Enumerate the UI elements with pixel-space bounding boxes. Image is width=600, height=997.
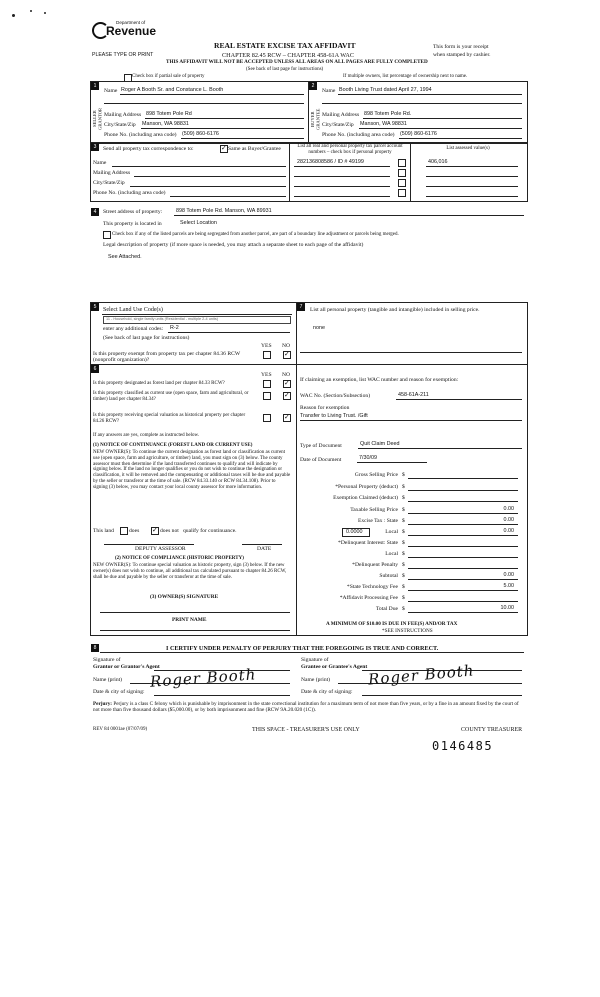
delinquent-interest-state-label: *Delinquent Interest: State xyxy=(338,540,398,546)
current-use-yes-checkbox[interactable] xyxy=(263,392,271,400)
same-as-buyer-checkbox[interactable] xyxy=(220,145,228,153)
reason-value[interactable]: Transfer to Living Trust. /Gift xyxy=(300,413,368,419)
seller-city-label: City/State/Zip xyxy=(104,122,136,128)
subtotal-value[interactable]: 0.00 xyxy=(503,572,514,578)
county-treasurer-label: COUNTY TREASURER xyxy=(461,727,523,733)
buyer-city-label: City/State/Zip xyxy=(322,122,354,128)
legal-description-label: Legal description of property (if more space is needed, you may attach a separate sheet to each page of the affidavit) xyxy=(103,242,364,248)
perjury-note xyxy=(93,702,523,714)
assessed-value[interactable]: 406,016 xyxy=(428,159,448,165)
historic-question: Is this property receiving special valuation as historical property per chapter 84.26 RCW? xyxy=(93,413,246,424)
perjury-label: Perjury: xyxy=(93,701,113,707)
section-number-2: 2 xyxy=(309,82,317,90)
land-does-label: does xyxy=(129,528,140,534)
current-use-question: Is this property classified as current use (open space, farm and agricultural, or timber) land per chapter 84.34? xyxy=(93,391,249,402)
dollar-sign: $ xyxy=(402,584,405,590)
grantee-agent-label: Grantee or Grantee's Agent xyxy=(301,664,368,670)
corr-city-label: City/State/Zip xyxy=(93,180,125,186)
date-document-value[interactable]: 7/30/09 xyxy=(359,455,377,461)
grantor-signature[interactable]: Roger Booth xyxy=(149,665,257,691)
technology-fee-value[interactable]: 5.00 xyxy=(503,583,514,589)
form-chapter: CHAPTER 82.45 RCW – CHAPTER 458-61A WAC xyxy=(222,52,354,59)
exempt-no-checkbox[interactable] xyxy=(283,351,291,359)
forest-no-checkbox[interactable] xyxy=(283,380,291,388)
grantee-name-print-label: Name (print) xyxy=(301,677,331,683)
minimum-due-note: A MINIMUM OF $10.00 IS DUE IN FEE(S) AND/OR TAX xyxy=(326,621,458,627)
excise-local-value[interactable]: 0.00 xyxy=(503,528,514,534)
buyer-name-value[interactable]: Booth Living Trust dated April 27, 1994 xyxy=(339,87,432,93)
yes-header-1: YES xyxy=(261,343,272,349)
wac-value[interactable]: 458-61A-211 xyxy=(398,392,429,398)
owner-signature-label: (3) OWNER(S) SIGNATURE xyxy=(150,594,219,600)
gross-price-label: Gross Selling Price xyxy=(354,472,398,478)
grantee-date-city-label: Date & city of signing: xyxy=(301,689,353,695)
please-type: PLEASE TYPE OR PRINT xyxy=(92,52,154,58)
exempt-yes-checkbox[interactable] xyxy=(263,351,271,359)
send-correspondence-label: Send all property tax correspondence to: xyxy=(103,146,194,152)
dollar-sign: $ xyxy=(402,606,405,612)
buyer-phone-label: Phone No. (including area code) xyxy=(322,132,395,138)
technology-fee-label: *State Technology Fee xyxy=(346,584,398,590)
seller-name-value[interactable]: Roger A Booth Sr. and Constance L. Booth xyxy=(121,87,224,93)
seller-phone-label: Phone No. (including area code) xyxy=(104,132,177,138)
revision-number: REV 84 0001ae (07/07/09) xyxy=(93,727,148,732)
buyer-address-label: Mailing Address xyxy=(322,112,360,118)
scan-speck xyxy=(44,12,46,14)
yes-header-2: YES xyxy=(261,372,272,378)
date-document-label: Date of Document xyxy=(300,457,342,463)
dollar-sign: $ xyxy=(402,540,405,546)
parcel-value[interactable]: 282136808586 / ID # 49199 xyxy=(297,159,364,165)
seller-address-label: Mailing Address xyxy=(104,112,142,118)
partial-sale-label: Check box if partial sale of property xyxy=(132,74,205,79)
grantor-agent-label: Grantor or Grantor's Agent xyxy=(93,664,160,670)
this-land-label: This land xyxy=(93,528,114,534)
dollar-sign: $ xyxy=(402,472,405,478)
historic-no-checkbox[interactable] xyxy=(283,414,291,422)
notice-continuance-body: NEW OWNER(S): To continue the current designation as forest land or classification as current use (open space, farm and agriculture, or timber) land, you must sign on (3) below. The county assessor must then determine if the land transferred continues to qualify and will indicate by signing below. If the land no longer qualifies or you do not wish to continue the designation or classification, it will be removed and the compensating or additional taxes will be due and payable by the seller or transferor at the time of sale. (RCW 84.33.140 or RCW 84.34.108). Prior to signing (3) below, you may contact your local county assessor for more information. xyxy=(93,450,291,490)
buyer-city-value[interactable]: Manson, WA 98831 xyxy=(360,121,407,127)
total-due-label: Total Due xyxy=(375,606,398,612)
grantee-sig-label: Signature of xyxy=(301,657,329,663)
qualify-label: qualify for continuance. xyxy=(183,528,237,534)
no-header-2: NO xyxy=(282,372,291,378)
notice-continuance-title: (1) NOTICE OF CONTINUANCE (FOREST LAND OR CURRENT USE) xyxy=(93,443,253,448)
excise-state-value[interactable]: 0.00 xyxy=(503,517,514,523)
personal-property-deduct-label: *Personal Property (deduct) xyxy=(335,484,398,490)
receipt-note-2: when stamped by cashier. xyxy=(433,52,491,58)
wac-label: WAC No. (Section/Subsection) xyxy=(300,393,371,399)
form-title: REAL ESTATE EXCISE TAX AFFIDAVIT xyxy=(214,41,356,50)
seller-name-label: Name xyxy=(104,88,118,94)
dollar-sign: $ xyxy=(402,573,405,579)
personal-property-value[interactable]: none xyxy=(313,325,325,331)
section-number-8: 8 xyxy=(91,644,99,652)
perjury-text: Perjury is a class C felony which is punishable by imprisonment in the state correctional institution for a maximum term of not more than five years, or by a fine in an amount fixed by the court of not more than five thousand dollars ($5,000.00), or by both imprisonment and fine (RCW 9A.20.020 (1C)). xyxy=(93,701,519,713)
processing-fee-label: *Affidavit Processing Fee xyxy=(339,595,398,601)
buyer-name-label: Name xyxy=(322,88,336,94)
section-number-1: 1 xyxy=(91,82,99,90)
certify-statement: I CERTIFY UNDER PENALTY OF PERJURY THAT THE FOREGOING IS TRUE AND CORRECT. xyxy=(166,645,439,652)
excise-local-label: Local xyxy=(385,529,398,535)
grantee-signature[interactable]: Roger Booth xyxy=(367,661,476,689)
grantor-sig-label: Signature of xyxy=(93,657,121,663)
personal-property-checkbox-4[interactable] xyxy=(398,189,406,197)
reason-label: Reason for exemption xyxy=(300,405,350,411)
see-back: (See back of last page for instructions) xyxy=(246,67,324,72)
local-rate-value: 0.0000 xyxy=(346,529,363,535)
taxable-price-value[interactable]: 0.00 xyxy=(503,506,514,512)
type-document-value[interactable]: Quit Claim Deed xyxy=(360,441,400,447)
corr-mailing-label: Mailing Address xyxy=(93,170,131,176)
parcel-header: List all real and personal property tax parcel account numbers – check box if personal property xyxy=(297,144,403,155)
segregated-label: Check box if any of the listed parcels are being segregated from another parcel, are part of a boundary line adjustment or parcels being merged. xyxy=(112,232,399,237)
segregated-checkbox[interactable] xyxy=(103,231,111,239)
section-number-6: 6 xyxy=(91,365,99,373)
section-number-5: 5 xyxy=(91,303,99,311)
land-does-not-checkbox[interactable] xyxy=(151,527,159,535)
street-address-value[interactable]: 898 Totem Pole Rd. Manson, WA 89931 xyxy=(176,208,272,214)
land-does-checkbox[interactable] xyxy=(120,527,128,535)
buyer-address-value[interactable]: 898 Totem Pole Rd. xyxy=(364,111,412,117)
personal-property-checkbox-3[interactable] xyxy=(398,179,406,187)
type-document-label: Type of Document xyxy=(300,443,342,449)
dollar-sign: $ xyxy=(402,551,405,557)
dollar-sign: $ xyxy=(402,518,405,524)
additional-codes-value[interactable]: R-2 xyxy=(170,325,179,331)
notice-compliance-body: NEW OWNER(S): To continue special valuation as historic property, sign (3) below. If the new owner(s) does not wish to continue, all additional tax calculated pursuant to chapter 84.26 RCW, shall be due and payable by the seller or transferor at the time of sale. xyxy=(93,563,287,580)
same-as-buyer-label: Same as Buyer/Grantee xyxy=(228,146,281,152)
form-warning: THIS AFFIDAVIT WILL NOT BE ACCEPTED UNLESS ALL AREAS ON ALL PAGES ARE FULLY COMPLETED xyxy=(166,59,428,65)
personal-property-checkbox-2[interactable] xyxy=(398,169,406,177)
street-address-label: Street address of property: xyxy=(103,209,163,215)
grantor-date-city-label: Date & city of signing: xyxy=(93,689,145,695)
receipt-number: 0146485 xyxy=(432,739,494,753)
no-header-1: NO xyxy=(282,343,291,349)
buyer-grantee-label: BUYER GRANTEE xyxy=(310,108,321,130)
treasurer-space-label: THIS SPACE - TREASURER'S USE ONLY xyxy=(252,727,360,733)
personal-property-checkbox-1[interactable] xyxy=(398,159,406,167)
buyer-phone-value[interactable]: (509) 860-6176 xyxy=(400,131,437,137)
corr-phone-label: Phone No. (including area code) xyxy=(93,190,166,196)
excise-state-label: Excise Tax : State xyxy=(357,518,398,524)
dollar-sign: $ xyxy=(402,495,405,501)
land-use-label: Select Land Use Code(s) xyxy=(103,307,163,313)
see-instructions-note: *SEE INSTRUCTIONS xyxy=(382,628,433,634)
section-number-7: 7 xyxy=(297,303,305,311)
notice-compliance-title: (2) NOTICE OF COMPLIANCE (HISTORIC PROPERTY) xyxy=(115,556,244,561)
assessor-date-label: DATE xyxy=(257,546,272,552)
section-number-3: 3 xyxy=(91,143,99,151)
delinquent-interest-local-label: Local xyxy=(385,551,398,557)
if-yes-note: If any answers are yes, complete as instructed below. xyxy=(93,433,200,438)
land-does-not-label: does not xyxy=(160,528,179,534)
dollar-sign: $ xyxy=(402,484,405,490)
seller-address-value[interactable]: 898 Totem Pole Rd xyxy=(146,111,192,117)
dollar-sign: $ xyxy=(402,595,405,601)
current-use-no-checkbox[interactable] xyxy=(283,392,291,400)
multiple-owners-note: If multiple owners, list percentage of ownership next to name. xyxy=(343,74,468,79)
located-label: This property is located in xyxy=(103,221,162,227)
land-use-see-back: (See back of last page for instructions) xyxy=(103,335,190,341)
delinquent-penalty-label: *Delinquent Penalty xyxy=(352,562,398,568)
total-due-value[interactable]: 10.00 xyxy=(500,605,514,611)
exemption-claimed-label: Exemption Claimed (deduct) xyxy=(333,495,398,501)
scan-speck xyxy=(30,10,32,12)
receipt-note-1: This form is your receipt xyxy=(433,44,489,50)
deputy-assessor-label: DEPUTY ASSESSOR xyxy=(135,546,186,552)
dollar-sign: $ xyxy=(402,507,405,513)
scan-speck xyxy=(12,14,15,17)
legal-description-value[interactable]: See Attached. xyxy=(108,254,142,260)
dollar-sign: $ xyxy=(402,529,405,535)
seller-phone-value[interactable]: (509) 860-6176 xyxy=(182,131,219,137)
forest-question: Is this property designated as forest land per chapter 84.33 RCW? xyxy=(93,381,225,386)
grantor-name-print-label: Name (print) xyxy=(93,677,123,683)
exempt-question: Is this property exempt from property tax per chapter 84.36 RCW (nonprofit organization)? xyxy=(93,351,241,364)
corr-name-label: Name xyxy=(93,160,107,166)
location-select[interactable]: Select Location xyxy=(180,220,217,226)
print-name-label: PRINT NAME xyxy=(172,617,207,623)
section-number-4: 4 xyxy=(91,208,99,216)
dollar-sign: $ xyxy=(402,562,405,568)
land-use-select-value: 11 - Household, single family units (Residential - multiple 2-4 units) xyxy=(106,317,218,321)
seller-city-value[interactable]: Manson, WA 98831 xyxy=(142,121,189,127)
personal-property-label: List all personal property (tangible and intangible) included in selling price. xyxy=(310,307,480,313)
forest-yes-checkbox[interactable] xyxy=(263,380,271,388)
historic-yes-checkbox[interactable] xyxy=(263,414,271,422)
taxable-price-label: Taxable Selling Price xyxy=(350,507,398,513)
exemption-claim-label: If claiming an exemption, list WAC number and reason for exemption: xyxy=(300,377,459,383)
assessed-header: List assessed value(s) xyxy=(446,146,490,151)
additional-codes-label: enter any additional codes: xyxy=(103,326,164,332)
seller-grantor-label: SELLER GRANTOR xyxy=(92,107,103,131)
subtotal-label: Subtotal xyxy=(379,573,398,579)
